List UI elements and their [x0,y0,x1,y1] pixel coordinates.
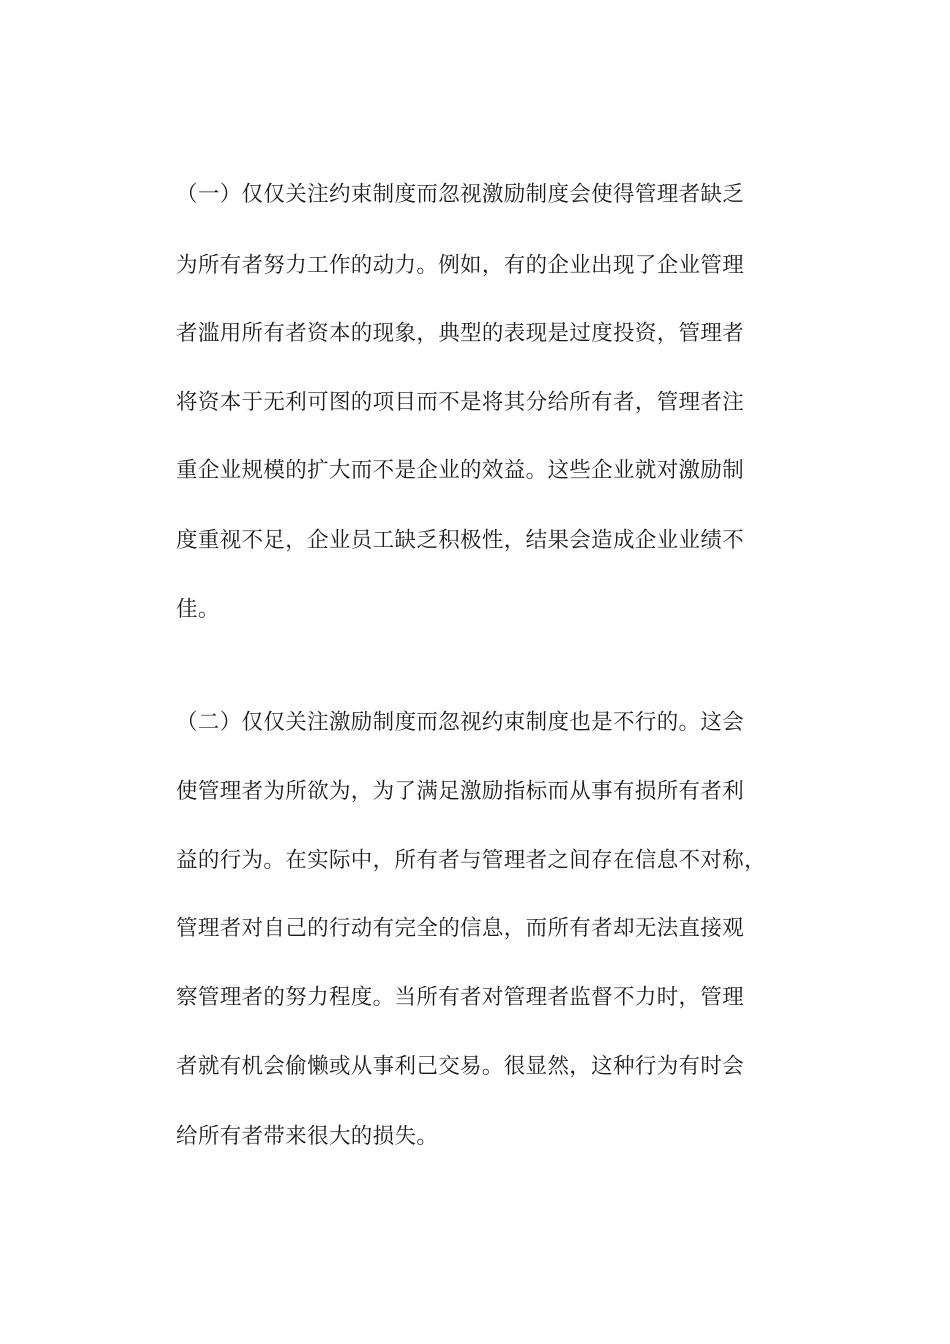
paragraph-line: 为所有者努力工作的动力。例如，有的企业出现了企业管理 [176,253,745,278]
paragraph-line: 管理者对自己的行动有完全的信息，而所有者却无法直接观 [176,916,745,941]
paragraph-line: 给所有者带来很大的损失。 [176,1124,439,1149]
paragraph-line: 察管理者的努力程度。当所有者对管理者监督不力时，管理 [176,985,745,1010]
paragraph-line: 者滥用所有者资本的现象，典型的表现是过度投资，管理者 [176,321,745,346]
paragraph-line: 益的行为。在实际中，所有者与管理者之间存在信息不对称， [176,848,766,873]
paragraph-line: （一）仅仅关注约束制度而忽视激励制度会使得管理者缺乏 [176,182,745,207]
paragraph-line: 重企业规模的扩大而不是企业的效益。这些企业就对激励制 [176,458,745,483]
paragraph-line: 将资本于无利可图的项目而不是将其分给所有者，管理者注 [176,390,745,415]
paragraph-line: 度重视不足，企业员工缺乏积极性，结果会造成企业业绩不 [176,528,745,553]
paragraph-line: 使管理者为所欲为，为了满足激励指标而从事有损所有者利 [176,779,745,804]
paragraph-line: 者就有机会偷懒或从事利己交易。很显然，这种行为有时会 [176,1054,745,1079]
paragraph-line: （二）仅仅关注激励制度而忽视约束制度也是不行的。这会 [176,710,745,735]
paragraph-line: 佳。 [176,597,220,622]
